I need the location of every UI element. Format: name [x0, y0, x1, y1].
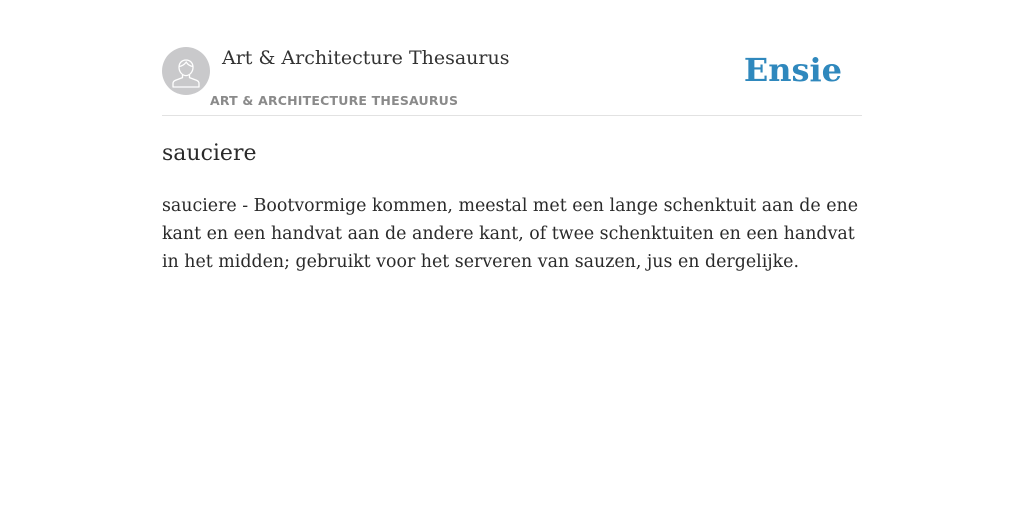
- ensie-logo[interactable]: Ensie: [743, 51, 842, 89]
- content-container: [162, 0, 862, 272]
- article-header: [162, 0, 862, 116]
- avatar[interactable]: [162, 47, 210, 95]
- user-icon: [162, 47, 210, 95]
- term-definition: sauciere - Bootvormige kommen, meestal met een lange schenktuit aan de ene kant en een handvat aan de andere kant, of twee schenktuiten en een handvat in het midden; gebruikt voor het serveren van sauzen, jus en dergelijke.: [162, 196, 858, 272]
- term-title: sauciere: [162, 141, 257, 166]
- author-name-link[interactable]: Art & Architecture Thesaurus: [222, 47, 510, 69]
- author-subtitle[interactable]: ART & ARCHITECTURE THESAURUS: [210, 93, 459, 108]
